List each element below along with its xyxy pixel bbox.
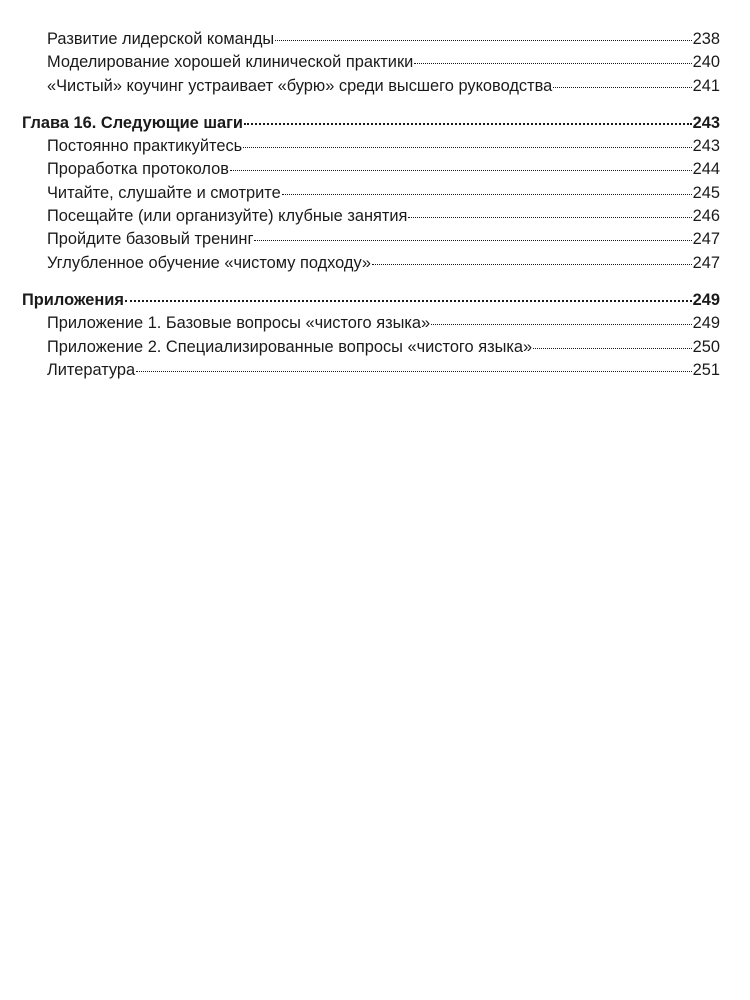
page-number: 241 (692, 76, 720, 95)
toc-entry (22, 158, 720, 181)
toc-chapter-heading (22, 112, 720, 135)
toc-section (22, 112, 720, 275)
toc-entry (22, 182, 720, 205)
toc-entry (22, 51, 720, 74)
toc-section (22, 289, 720, 382)
page-number: 245 (692, 183, 720, 202)
dot-leader (136, 371, 691, 372)
toc-section (22, 28, 720, 98)
toc-entry (22, 312, 720, 335)
page-number: 240 (692, 53, 720, 72)
entry-title: Моделирование хорошей клинической практики (47, 53, 414, 72)
page-number: 238 (692, 30, 720, 48)
toc-entry (22, 205, 720, 228)
dot-leader (244, 123, 692, 125)
entry-title: Читайте, слушайте и смотрите (47, 183, 281, 202)
dot-leader (243, 147, 691, 148)
toc-entry (22, 28, 720, 51)
page-number: 243 (692, 113, 720, 132)
dot-leader (275, 40, 691, 41)
entry-title: Пройдите базовый тренинг (47, 230, 254, 249)
toc-entry (22, 252, 720, 275)
dot-leader (408, 217, 691, 218)
entry-title: «Чистый» коучинг устраивает «бурю» среди высшего руководства (47, 76, 553, 95)
entry-title: Литература (47, 360, 136, 379)
page-number: 246 (692, 207, 720, 226)
toc-entry (22, 359, 720, 382)
entry-title: Приложение 1. Базовые вопросы «чистого языка» (47, 314, 431, 333)
toc-entry (22, 75, 720, 98)
chapter-title: Глава 16. Следующие шаги (22, 113, 243, 132)
entry-title: Приложение 2. Специализированные вопросы «чистого языка» (47, 337, 533, 356)
page-number: 249 (692, 314, 720, 333)
dot-leader (414, 63, 691, 64)
dot-leader (230, 170, 692, 171)
dot-leader (533, 348, 691, 349)
page-number: 249 (692, 290, 720, 309)
dot-leader (125, 300, 692, 302)
page-number: 243 (692, 137, 720, 156)
entry-title: Развитие лидерской команды (47, 30, 275, 48)
entry-title: Постоянно практикуйтесь (47, 137, 243, 156)
toc-entry (22, 228, 720, 251)
dot-leader (553, 87, 691, 88)
dot-leader (282, 194, 692, 195)
entry-title: Проработка протоколов (47, 160, 229, 179)
page-number: 244 (692, 160, 720, 179)
chapter-title: Приложения (22, 290, 124, 309)
page-number: 251 (692, 360, 720, 379)
entry-title: Посещайте (или организуйте) клубные занятия (47, 207, 408, 226)
table-of-contents (22, 28, 720, 382)
toc-entry (22, 336, 720, 359)
toc-entry (22, 135, 720, 158)
page-number: 247 (692, 253, 720, 272)
dot-leader (372, 264, 692, 265)
dot-leader (254, 240, 691, 241)
dot-leader (431, 324, 691, 325)
page-number: 247 (692, 230, 720, 249)
toc-chapter-heading (22, 289, 720, 312)
entry-title: Углубленное обучение «чистому подходу» (47, 253, 371, 272)
page-number: 250 (692, 337, 720, 356)
